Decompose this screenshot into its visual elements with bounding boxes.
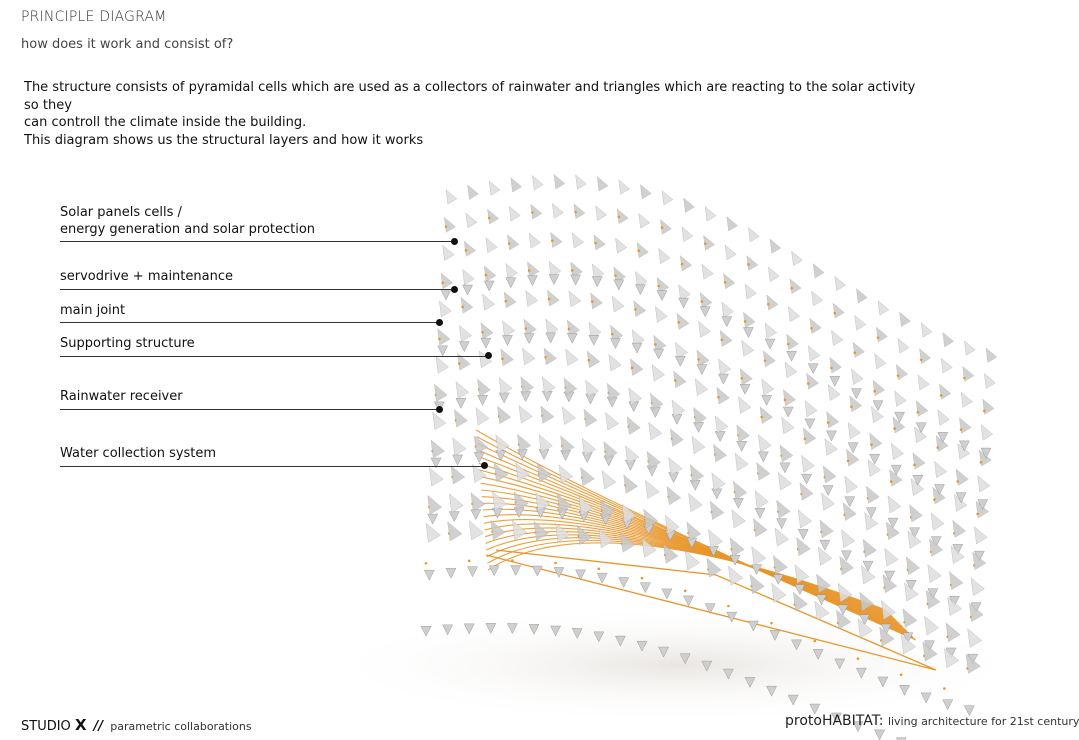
- leader-dot-supporting-structure: [485, 352, 492, 359]
- leader-line-water-collection: [60, 466, 485, 467]
- layer-label-rainwater-receiver: Rainwater receiver: [60, 389, 183, 404]
- leader-dot-rainwater-receiver: [436, 406, 443, 413]
- studio-tagline: parametric collaborations: [110, 720, 252, 733]
- structure-diagram: [296, 195, 1026, 715]
- leader-line-rainwater-receiver: [60, 409, 439, 410]
- page-title: PRINCIPLE DIAGRAM: [21, 9, 167, 25]
- project-tagline: living architecture for 21st century: [887, 715, 1079, 728]
- leader-dot-water-collection: [481, 462, 488, 469]
- layer-label-solar-panels-line2: energy generation and solar protection: [60, 222, 316, 237]
- leader-line-solar-panels: [60, 241, 455, 242]
- layer-label-main-joint: main joint: [60, 303, 126, 318]
- description-line-3: This diagram shows us the structural layers and how it works: [24, 132, 424, 148]
- studio-name: STUDIO: [21, 719, 71, 734]
- page-subtitle: how does it work and consist of?: [21, 37, 234, 52]
- studio-footer: [21, 716, 252, 734]
- leader-dot-servodrive: [451, 286, 458, 293]
- layer-label-solar-panels: [60, 204, 315, 238]
- leader-line-main-joint: [60, 322, 440, 323]
- leader-line-supporting-structure: [60, 356, 489, 357]
- project-footer: [785, 713, 1079, 729]
- leader-line-servodrive: [60, 289, 455, 290]
- layer-label-water-collection: Water collection system: [60, 446, 217, 461]
- leader-dot-solar-panels: [451, 238, 458, 245]
- studio-x: X: [74, 716, 87, 734]
- layer-label-supporting-structure: Supporting structure: [60, 336, 195, 351]
- project-name: protoHABITAT:: [785, 713, 884, 729]
- description-line-2: can controll the climate inside the building.: [24, 115, 307, 130]
- description-text: [24, 79, 924, 149]
- description-line-1: The structure consists of pyramidal cells which are used as a collectors of rainwater and triangles which are reacting to the solar activity so they: [24, 80, 916, 113]
- layer-label-servodrive: servodrive + maintenance: [60, 269, 233, 284]
- layer-label-solar-panels-line1: Solar panels cells /: [60, 205, 182, 220]
- leader-dot-main-joint: [436, 319, 443, 326]
- footer-separator: //: [93, 719, 104, 734]
